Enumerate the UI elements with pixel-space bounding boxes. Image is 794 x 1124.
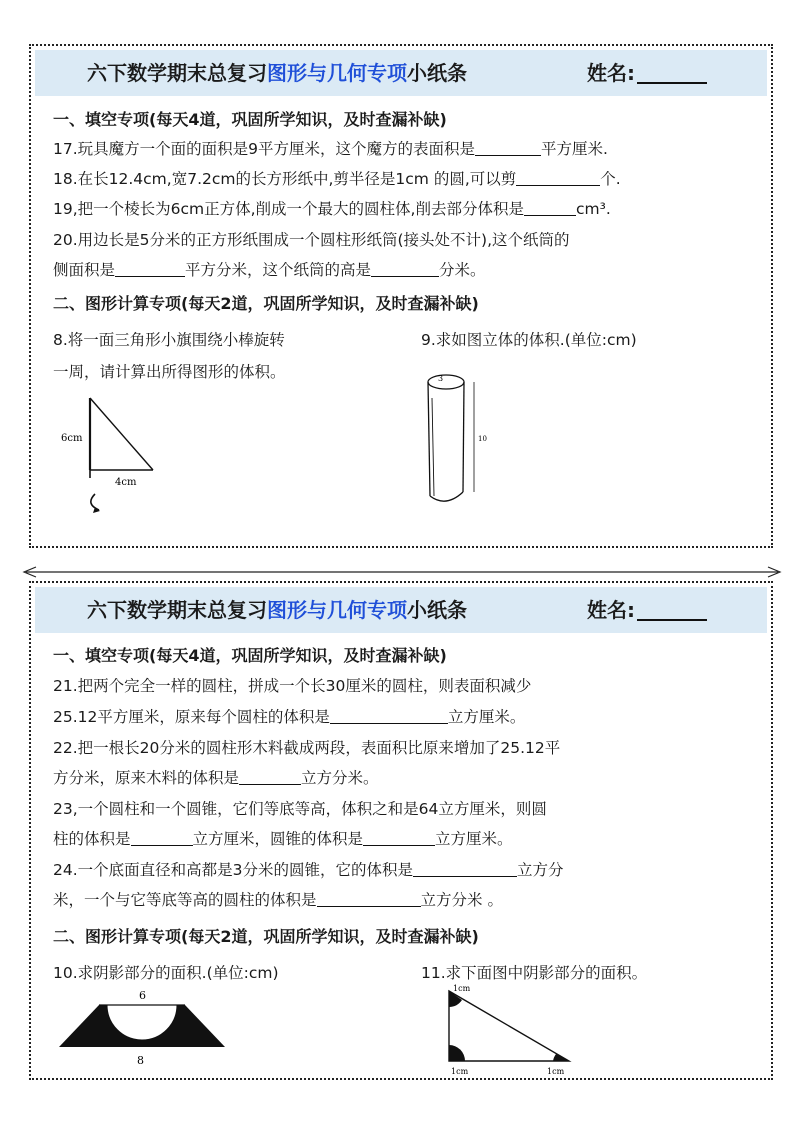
slip-title: 六下数学期末总复习图形与几何专项小纸条 bbox=[87, 598, 467, 622]
question-22-line-2: 方分米，原来木料的体积是 立方分米。 bbox=[53, 769, 379, 787]
question-23-line-1: 23,一个圆柱和一个圆锥，它们等底等高，体积之和是64立方厘米，则圆 bbox=[53, 800, 547, 818]
answer-blank[interactable] bbox=[413, 861, 517, 877]
question-20-line-1: 20.用边长是5分米的正方形纸围成一个圆柱形纸筒(接头处不计),这个纸筒的 bbox=[53, 231, 570, 249]
study-slip-2 bbox=[29, 581, 773, 1080]
label-width: 4cm bbox=[115, 477, 137, 488]
question-17: 17.玩具魔方一个面的面积是9平方厘米，这个魔方的表面积是 平方厘米. bbox=[53, 140, 608, 158]
label-height: 6cm bbox=[61, 433, 83, 444]
slip-header bbox=[35, 50, 767, 96]
right-angle-sector bbox=[449, 1045, 465, 1061]
answer-blank[interactable] bbox=[524, 200, 576, 216]
bottom-right-sector bbox=[553, 1054, 569, 1061]
answer-blank[interactable] bbox=[475, 140, 541, 156]
half-cylinder-figure bbox=[416, 368, 496, 518]
label-top: 6 bbox=[139, 989, 146, 1002]
slip-title: 六下数学期末总复习图形与几何专项小纸条 bbox=[87, 61, 467, 85]
answer-blank[interactable] bbox=[371, 261, 439, 277]
label-top: 1cm bbox=[453, 984, 471, 993]
cylinder-inner-edge bbox=[432, 398, 434, 496]
answer-blank[interactable] bbox=[239, 769, 301, 785]
question-8-line-1: 8.将一面三角形小旗围绕小棒旋转 bbox=[53, 331, 285, 349]
study-slip-1 bbox=[29, 44, 773, 548]
name-field[interactable]: 姓名: bbox=[587, 587, 707, 633]
triangle-flag-figure bbox=[55, 386, 165, 516]
trapezoid-shaded-figure bbox=[53, 985, 233, 1075]
question-11: 11.求下面图中阴影部分的面积。 bbox=[421, 964, 648, 982]
cylinder-right-edge bbox=[463, 382, 464, 492]
question-20-line-2: 侧面积是 平方分米，这个纸筒的高是 分米。 bbox=[53, 261, 486, 279]
answer-blank[interactable] bbox=[330, 708, 448, 724]
question-18: 18.在长12.4cm,宽7.2cm的长方形纸中,剪半径是1cm 的圆,可以剪 个. bbox=[53, 170, 621, 188]
answer-blank[interactable] bbox=[115, 261, 185, 277]
cylinder-top-ellipse bbox=[428, 375, 464, 389]
section-calc-heading: 二、图形计算专项(每天2道，巩固所学知识，及时查漏补缺) bbox=[53, 927, 479, 946]
flag-hypotenuse bbox=[90, 398, 153, 470]
cylinder-bottom-arc bbox=[430, 492, 463, 501]
question-23-line-2: 柱的体积是 立方厘米，圆锥的体积是 立方厘米。 bbox=[53, 830, 513, 848]
answer-blank[interactable] bbox=[131, 830, 193, 846]
section-fill-blank-heading: 一、填空专项(每天4道，巩固所学知识，及时查漏补缺) bbox=[53, 110, 447, 129]
label-bottom-right: 1cm bbox=[547, 1067, 565, 1076]
question-21-line-2: 25.12平方厘米，原来每个圆柱的体积是 立方厘米。 bbox=[53, 708, 526, 726]
right-triangle bbox=[449, 991, 569, 1061]
name-field[interactable]: 姓名: bbox=[587, 50, 707, 96]
cylinder-left-edge bbox=[428, 382, 430, 496]
label-height: 10 bbox=[478, 435, 487, 443]
top-corner-sector bbox=[449, 991, 462, 1007]
answer-blank[interactable] bbox=[317, 891, 421, 907]
slip-header bbox=[35, 587, 767, 633]
question-10: 10.求阴影部分的面积.(单位:cm) bbox=[53, 964, 279, 982]
label-bottom-left: 1cm bbox=[451, 1067, 469, 1076]
name-blank[interactable] bbox=[637, 60, 707, 84]
question-9: 9.求如图立体的体积.(单位:cm) bbox=[421, 331, 637, 349]
title-highlight: 图形与几何专项 bbox=[267, 61, 407, 85]
name-blank[interactable] bbox=[637, 597, 707, 621]
question-22-line-1: 22.把一根长20分米的圆柱形木料截成两段，表面积比原来增加了25.12平 bbox=[53, 739, 561, 757]
label-radius: 3 bbox=[438, 374, 444, 383]
section-calc-heading: 二、图形计算专项(每天2道，巩固所学知识，及时查漏补缺) bbox=[53, 294, 479, 313]
answer-blank[interactable] bbox=[516, 170, 600, 186]
title-highlight: 图形与几何专项 bbox=[267, 598, 407, 622]
question-8-line-2: 一周，请计算出所得图形的体积。 bbox=[53, 363, 286, 381]
label-bottom: 8 bbox=[137, 1054, 144, 1067]
question-19: 19,把一个棱长为6cm正方体,削成一个最大的圆柱体,削去部分体积是 cm³. bbox=[53, 200, 611, 218]
triangle-sectors-figure bbox=[429, 981, 579, 1081]
question-24-line-1: 24.一个底面直径和高都是3分米的圆锥，它的体积是 立方分 bbox=[53, 861, 564, 879]
section-fill-blank-heading: 一、填空专项(每天4道，巩固所学知识，及时查漏补缺) bbox=[53, 646, 447, 665]
answer-blank[interactable] bbox=[363, 830, 435, 846]
question-21-line-1: 21.把两个完全一样的圆柱，拼成一个长30厘米的圆柱，则表面积减少 bbox=[53, 677, 532, 695]
question-24-line-2: 米，一个与它等底等高的圆柱的体积是 立方分米 。 bbox=[53, 891, 503, 909]
cut-line-separator bbox=[22, 566, 782, 578]
